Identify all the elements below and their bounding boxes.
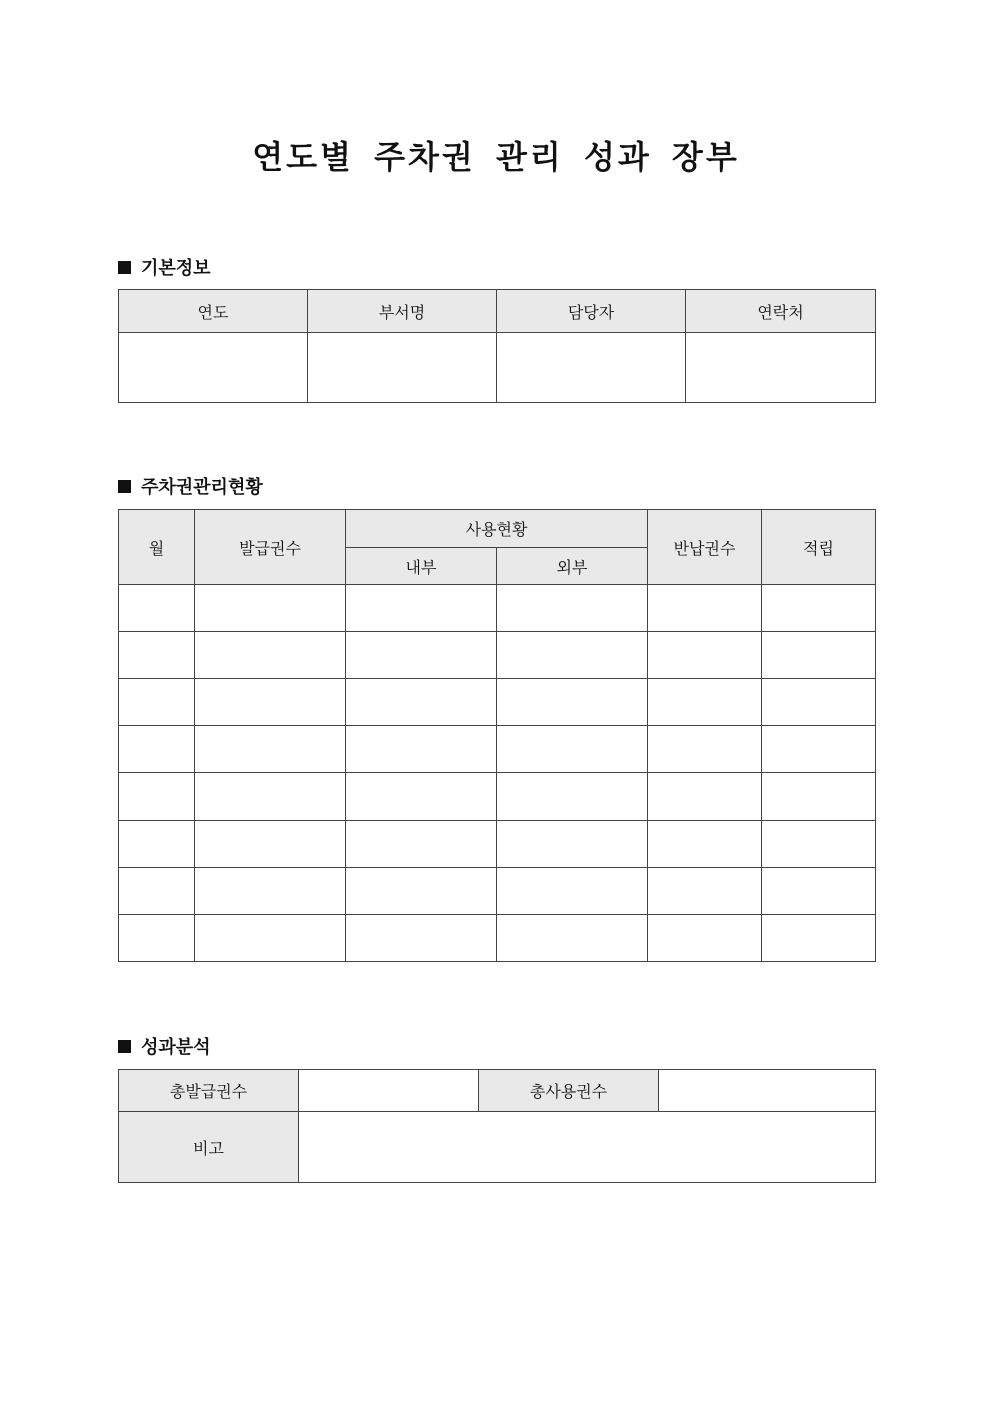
external-cell[interactable] [497,726,648,773]
internal-cell[interactable] [346,632,497,679]
issued-cell[interactable] [195,773,346,821]
section-heading-basic-info [118,254,211,280]
month-cell[interactable] [119,585,195,632]
section-heading-parking-status-label: 주차권관리현황 [141,477,263,498]
month-cell[interactable] [119,679,195,726]
parking-status-table [118,509,876,962]
internal-cell[interactable] [346,773,497,821]
month-cell[interactable] [119,868,195,915]
basic-info-input-row [119,333,876,403]
total-issued-value-cell[interactable] [299,1070,479,1112]
accumulated-cell[interactable] [762,726,876,773]
returned-cell[interactable] [648,726,762,773]
table-row [119,726,876,773]
internal-cell[interactable] [346,868,497,915]
external-cell[interactable] [497,821,648,868]
year-cell[interactable] [119,333,308,403]
table-row [119,915,876,962]
section-heading-parking-status [118,473,263,499]
department-cell[interactable] [308,333,497,403]
accumulated-cell[interactable] [762,585,876,632]
manager-cell[interactable] [497,333,686,403]
performance-row-totals [119,1070,876,1112]
external-cell[interactable] [497,915,648,962]
black-square-icon [118,261,131,274]
total-used-label: 총사용권수 [479,1070,659,1112]
header-manager: 담당자 [497,290,686,333]
status-header-row-1 [119,510,876,548]
internal-cell[interactable] [346,915,497,962]
accumulated-cell[interactable] [762,868,876,915]
remarks-cell[interactable] [299,1112,876,1183]
black-square-icon [118,1040,131,1053]
basic-info-header-row [119,290,876,333]
header-month: 월 [119,510,195,585]
returned-cell[interactable] [648,915,762,962]
header-issued-count: 발급권수 [195,510,346,585]
internal-cell[interactable] [346,821,497,868]
performance-row-remarks [119,1112,876,1183]
issued-cell[interactable] [195,632,346,679]
month-cell[interactable] [119,632,195,679]
header-usage-status: 사용현황 [346,510,648,548]
section-heading-performance-label: 성과분석 [141,1037,211,1058]
table-row [119,868,876,915]
header-accumulated: 적립 [762,510,876,585]
accumulated-cell[interactable] [762,773,876,821]
header-contact: 연락처 [686,290,876,333]
document-title: 연도별 주차권 관리 성과 장부 [252,138,740,176]
month-cell[interactable] [119,915,195,962]
accumulated-cell[interactable] [762,915,876,962]
accumulated-cell[interactable] [762,821,876,868]
table-row [119,821,876,868]
total-issued-label: 총발급권수 [119,1070,299,1112]
month-cell[interactable] [119,821,195,868]
external-cell[interactable] [497,773,648,821]
performance-table [118,1069,876,1183]
issued-cell[interactable] [195,868,346,915]
section-heading-basic-info-label: 기본정보 [141,258,211,279]
remarks-label: 비고 [119,1112,299,1183]
internal-cell[interactable] [346,679,497,726]
black-square-icon [118,480,131,493]
returned-cell[interactable] [648,821,762,868]
table-row [119,679,876,726]
table-row [119,585,876,632]
total-used-value-cell[interactable] [659,1070,876,1112]
external-cell[interactable] [497,585,648,632]
issued-cell[interactable] [195,585,346,632]
issued-cell[interactable] [195,915,346,962]
table-row [119,773,876,821]
month-cell[interactable] [119,726,195,773]
accumulated-cell[interactable] [762,679,876,726]
contact-cell[interactable] [686,333,876,403]
internal-cell[interactable] [346,726,497,773]
header-department: 부서명 [308,290,497,333]
internal-cell[interactable] [346,585,497,632]
external-cell[interactable] [497,632,648,679]
returned-cell[interactable] [648,585,762,632]
external-cell[interactable] [497,679,648,726]
month-cell[interactable] [119,773,195,821]
issued-cell[interactable] [195,821,346,868]
header-internal: 내부 [346,548,497,585]
issued-cell[interactable] [195,726,346,773]
external-cell[interactable] [497,868,648,915]
accumulated-cell[interactable] [762,632,876,679]
returned-cell[interactable] [648,679,762,726]
table-row [119,632,876,679]
section-heading-performance [118,1033,211,1059]
basic-info-table [118,289,876,403]
returned-cell[interactable] [648,773,762,821]
issued-cell[interactable] [195,679,346,726]
returned-cell[interactable] [648,868,762,915]
returned-cell[interactable] [648,632,762,679]
header-year: 연도 [119,290,308,333]
header-external: 외부 [497,548,648,585]
header-returned-count: 반납권수 [648,510,762,585]
